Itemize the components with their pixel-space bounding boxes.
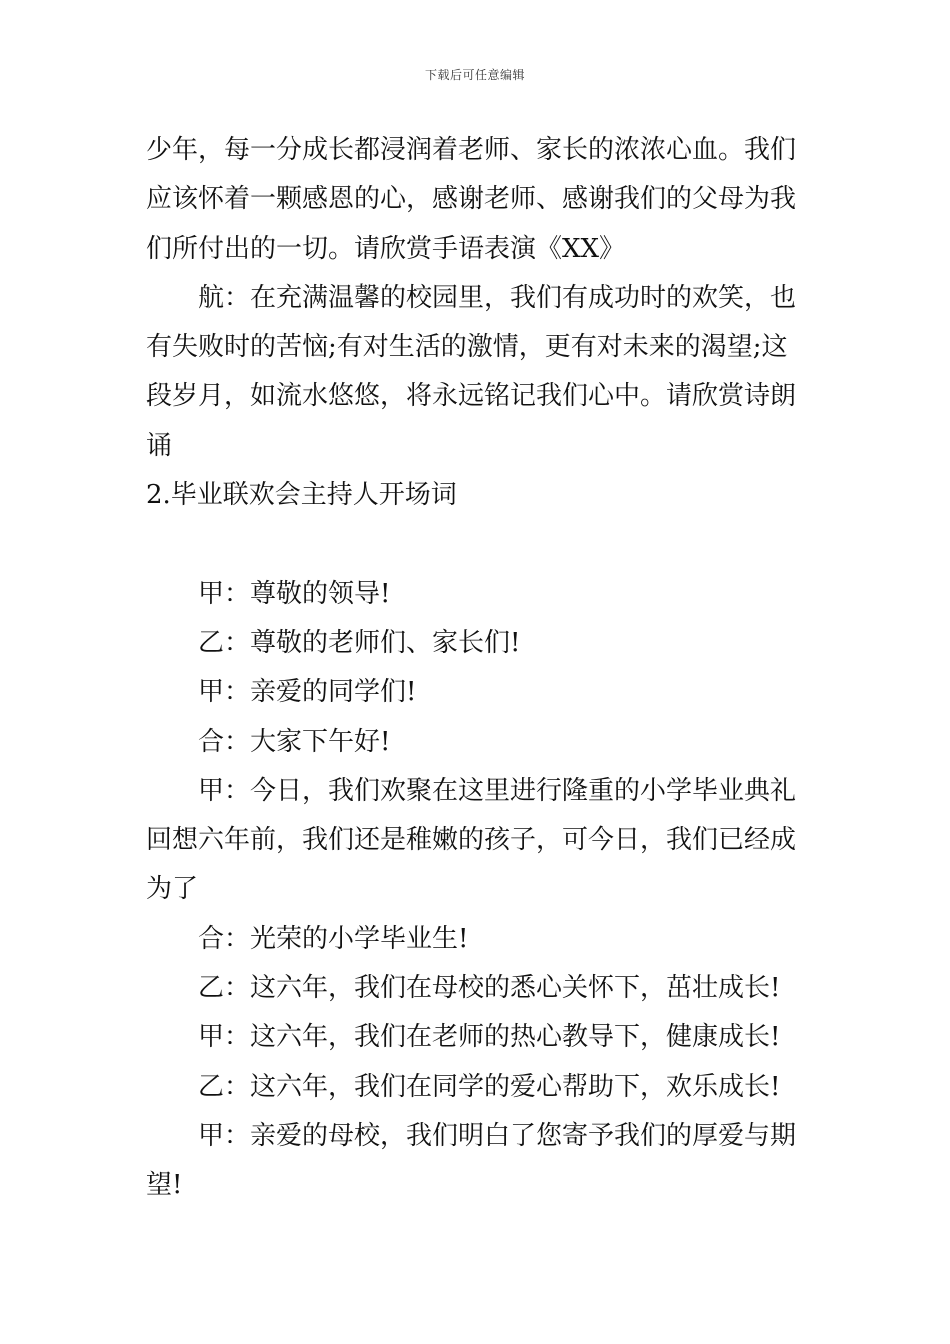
paragraph-1 (146, 126, 808, 274)
text-line: 甲：亲爱的母校，我们明白了您寄予我们的厚爱与期 (198, 1120, 797, 1151)
text-line: 应该怀着一颗感恩的心，感谢老师、感谢我们的父母为我 (146, 184, 797, 215)
dialogue-line: 乙：这六年，我们在母校的悉心关怀下，茁壮成长! (198, 973, 781, 1004)
dialogue-line: 甲：这六年，我们在老师的热心教导下，健康成长! (198, 1022, 781, 1053)
text-line: 有失败时的苦恼;有对生活的激情，更有对未来的渴望;这 (146, 332, 788, 363)
dialogue-line: 乙：这六年，我们在同学的爱心帮助下，欢乐成长! (198, 1071, 781, 1102)
page-header-note: 下载后可任意编辑 (424, 68, 525, 82)
text-line: 望! (146, 1170, 183, 1201)
text-line: 为了 (146, 874, 199, 905)
text-line: 回想六年前，我们还是稚嫩的孩子，可今日，我们已经成 (146, 825, 797, 856)
paragraph-4 (146, 1112, 808, 1211)
paragraph-3 (146, 767, 808, 915)
text-line: 少年，每一分成长都浸润着老师、家长的浓浓心血。我们 (146, 135, 797, 165)
section-heading: 2.毕业联欢会主持人开场词 (146, 480, 457, 511)
dialogue-block-1 (146, 570, 808, 767)
text-line: 甲：今日，我们欢聚在这里进行隆重的小学毕业典礼 (198, 775, 797, 806)
paragraph-2 (146, 274, 808, 471)
dialogue-block-2 (146, 915, 808, 1112)
dialogue-line: 乙：尊敬的老师们、家长们! (198, 627, 521, 658)
text-line: 段岁月，如流水悠悠，将永远铭记我们心中。请欣赏诗朗 (146, 381, 797, 412)
text-line: 诵 (146, 430, 173, 461)
dialogue-line: 合：光荣的小学毕业生! (198, 923, 469, 954)
document-body (146, 126, 808, 1211)
text-line: 们所付出的一切。请欣赏手语表演《XX》 (146, 233, 626, 264)
dialogue-line: 甲：尊敬的领导! (198, 578, 391, 609)
dialogue-line: 甲：亲爱的同学们! (198, 677, 417, 708)
blank-line (146, 520, 808, 569)
dialogue-line: 合：大家下午好! (198, 726, 391, 757)
text-line: 航：在充满温馨的校园里，我们有成功时的欢笑，也 (198, 282, 797, 313)
